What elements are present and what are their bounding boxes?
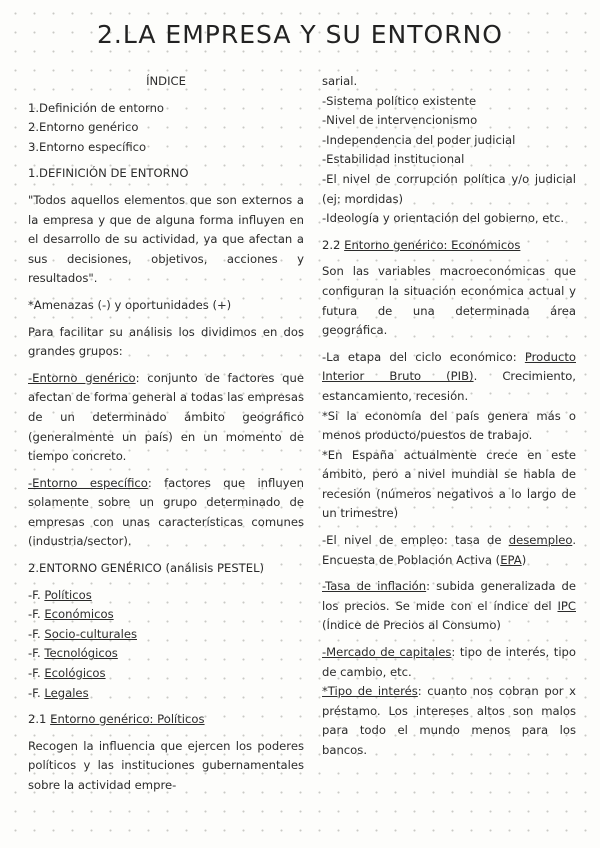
specific-text: : factores que influyen solamente sobre un grupo determinado de empresas con unas características comunes (industria/sector). [28, 475, 305, 549]
list-item: -Independencia del poder judicial [322, 132, 516, 147]
generic-term: -Entorno genérico [28, 370, 136, 385]
page-title: 2.LA EMPRESA Y SU ENTORNO [97, 20, 503, 49]
pestel-item: -F. Económicos [28, 607, 114, 622]
economicos-intro: Son las variables macroeconómicas que configuran la situación económica actual y futura de una determinada área geográfica. [322, 264, 576, 338]
interes-item: *Tipo de interés: cuanto nos cobran por x préstamo. Los intereses altos son malos para todo el mundo menos para los bancos. [322, 684, 576, 757]
generic-text: : conjunto de factores que afectan de forma general a todas las empresas de un determinado ámbito geográfico (generalmente un país) en un momento de tiempo concreto. [28, 370, 304, 464]
section1-heading: 1.DEFINICIÓN DE ENTORNO [28, 166, 189, 181]
subsection-2-2-heading: 2.2 Entorno genérico: Económicos [322, 237, 521, 252]
continuation-text: sarial. [322, 74, 358, 88]
pib-item: -La etapa del ciclo económico: Producto Interior Bruto (PIB). Crecimiento, estancamiento, recesión. [322, 349, 576, 403]
list-item: -Estabilidad institucional [322, 152, 465, 167]
generic-definition [28, 369, 304, 467]
groups-intro: Para facilitar su análisis los dividimos en dos grandes grupos: [28, 324, 304, 359]
subsection-2-1-heading: 2.1 Entorno genérico: Políticos [28, 712, 205, 727]
list-item: -El nivel de corrupción política y/o judicial (ej: mordidas) [322, 171, 576, 206]
index-item: 1.Definición de entorno [28, 100, 165, 115]
pestel-item: -F. Socio-culturales [28, 626, 138, 641]
threats-note: *Amenazas (-) y oportunidades (+) [28, 297, 232, 312]
list-item: -Nivel de intervencionismo [322, 113, 478, 128]
left-column [28, 72, 304, 803]
section2-heading: 2.ENTORNO GENÉRICO (análisis PESTEL) [28, 561, 265, 576]
empleo-item: -El nivel de empleo: tasa de desempleo. Encuesta de Población Activa (EPA) [322, 533, 576, 567]
pestel-item: -F. Ecológicos [28, 666, 106, 681]
politicos-text: Recogen la influencia que ejercen los poderes políticos y las instituciones gubernamentales sobre la actividad empre- [28, 738, 304, 792]
index-heading: ÍNDICE [146, 74, 186, 88]
index-list [28, 99, 304, 158]
pestel-list [28, 586, 304, 704]
index-item: 2.Entorno genérico [28, 120, 139, 135]
spain-note: *En España actualmente crece en este ámbito, pero a nivel mundial se habla de recesión (números negativos a lo largo de un trimestre) [322, 447, 576, 521]
index-item: 3.Entorno específico [28, 139, 147, 154]
pib-note: *Si la economía del país genera más o menos producto/puestos de trabajo. [322, 408, 576, 443]
pestel-item: -F. Tecnológicos [28, 646, 118, 661]
specific-term: -Entorno específico [28, 475, 148, 490]
politicos-list [322, 92, 576, 229]
specific-definition [28, 474, 304, 552]
list-item: -Sistema político existente [322, 93, 477, 108]
pestel-item: -F. Legales [28, 685, 89, 700]
inflacion-item: -Tasa de inflación: subida generalizada de los precios. Se mide con el índice del IPC (Índice de Precios al Consumo) [322, 579, 577, 633]
list-item: -Ideología y orientación del gobierno, etc. [322, 211, 565, 226]
right-column [322, 72, 576, 761]
pestel-item: -F. Políticos [28, 587, 92, 602]
definition-quote: "Todos aquellos elementos que son externos a la empresa y que de alguna forma influyen en el desarrollo de su actividad, ya que afectan a sus decisiones, objetivos, acciones y resultados". [28, 192, 304, 286]
capitales-item: -Mercado de capitales: tipo de interés, tipo de cambio, etc. [322, 645, 576, 679]
